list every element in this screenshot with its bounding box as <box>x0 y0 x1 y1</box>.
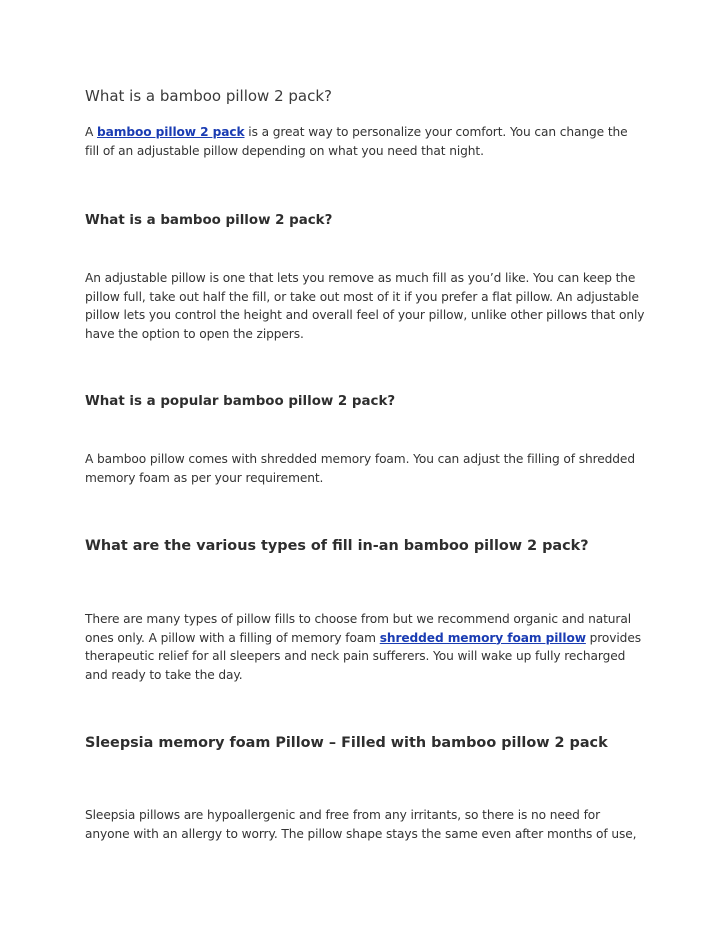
section-4-heading: Sleepsia memory foam Pillow – Filled with bamboo pillow 2 pack <box>85 735 608 751</box>
section-1-paragraph: An adjustable pillow is one that lets you remove as much fill as you’d like. You can keep the pillow full, take out half the fill, or take out most of it if you prefer a flat pillow. An adjustable pillow lets you control the height and overall feel of your pillow, unlike other pillows that only have the option to open the zippers. <box>85 271 645 341</box>
section-3-paragraph <box>85 610 645 684</box>
section-1-heading: What is a bamboo pillow 2 pack? <box>85 213 333 228</box>
document-title: What is a bamboo pillow 2 pack? <box>85 87 333 105</box>
section-3-text-start: There are many types of pillow fills to choose from but we recommend organic and natural ones only. A pillow with a filling of memory foam <box>85 612 631 645</box>
section-3-heading: What are the various types of fill in-an bamboo pillow 2 pack? <box>85 538 589 554</box>
intro-text-end: is a great way to personalize your comfort. You can change the fill of an adjustable pillow depending on what you need that night. <box>85 125 628 158</box>
shredded-memory-foam-pillow-link[interactable]: shredded memory foam pillow <box>379 630 586 645</box>
intro-paragraph <box>85 123 645 160</box>
section-4-paragraph: Sleepsia pillows are hypoallergenic and free from any irritants, so there is no need for anyone with an allergy to worry. The pillow shape stays the same even after months of use, <box>85 808 637 841</box>
intro-text-start: A <box>85 125 98 139</box>
section-2-paragraph: A bamboo pillow comes with shredded memory foam. You can adjust the filling of shredded memory foam as per your requirement. <box>85 452 635 485</box>
bamboo-pillow-2-pack-link[interactable]: bamboo pillow 2 pack <box>97 125 245 139</box>
section-3-text-end: provides therapeutic relief for all sleepers and neck pain sufferers. You will wake up fully recharged and ready to take the day. <box>85 630 641 682</box>
section-2-heading: What is a popular bamboo pillow 2 pack? <box>85 394 396 409</box>
